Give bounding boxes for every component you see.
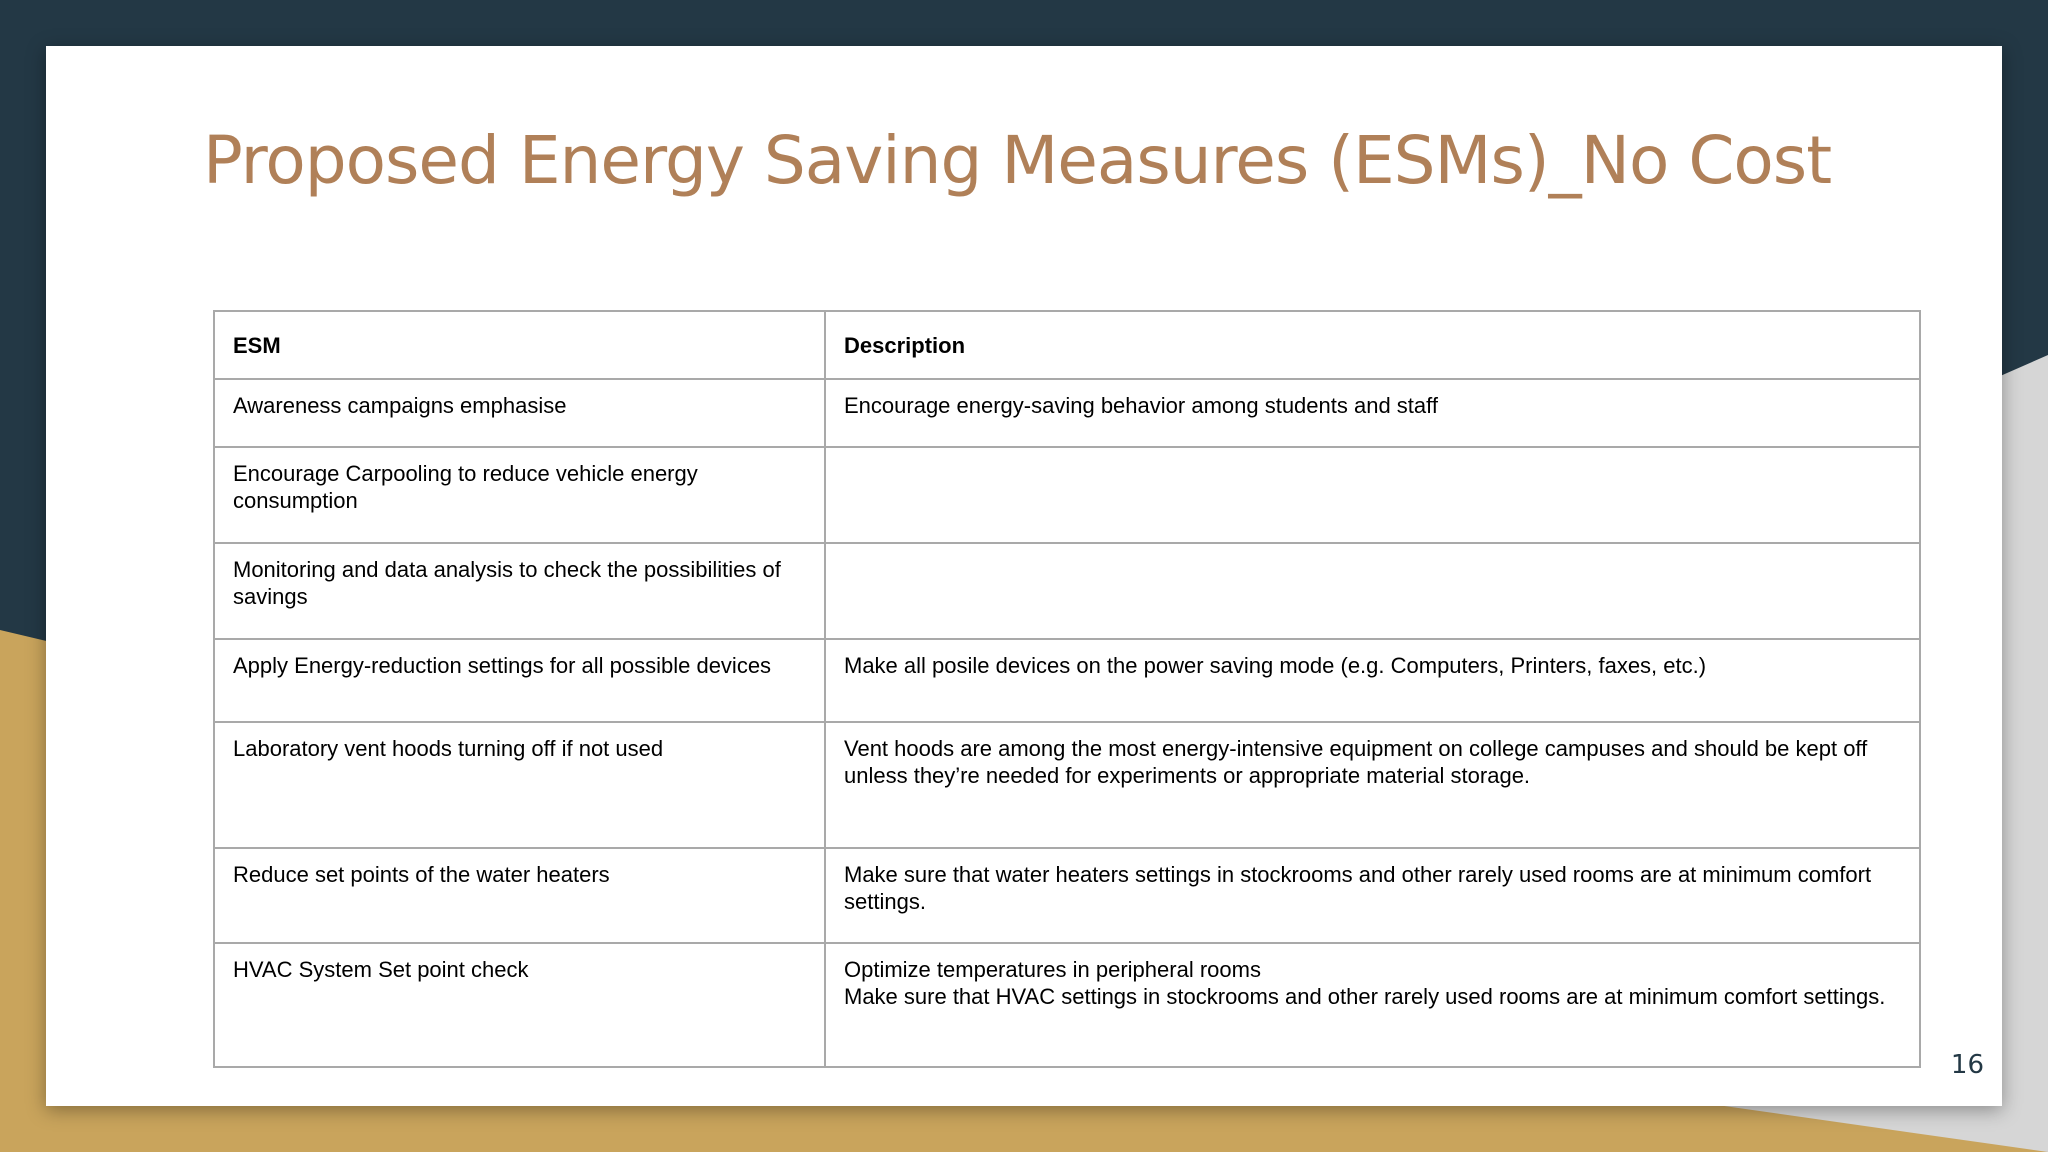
description-line: Vent hoods are among the most energy-intensive equipment on college campuses and should be kept off unless they’re needed for experiments or appropriate material storage. <box>844 736 1868 788</box>
table-row <box>214 379 1920 447</box>
esm-cell: Apply Energy-reduction settings for all possible devices <box>214 639 825 722</box>
description-cell <box>825 447 1920 543</box>
description-cell <box>825 848 1920 943</box>
slide-title: Proposed Energy Saving Measures (ESMs)_No Cost <box>203 122 1832 199</box>
esm-cell: Reduce set points of the water heaters <box>214 848 825 943</box>
table-row <box>214 943 1920 1067</box>
page-number: 16 <box>1950 1050 1984 1080</box>
description-line: Make sure that HVAC settings in stockrooms and other rarely used rooms are at minimum comfort settings. <box>844 984 1886 1009</box>
description-cell <box>825 639 1920 722</box>
header-description: Description <box>825 311 1920 379</box>
table-row <box>214 639 1920 722</box>
description-line: Optimize temperatures in peripheral rooms <box>844 957 1261 982</box>
table-row <box>214 543 1920 639</box>
esm-cell: Awareness campaigns emphasise <box>214 379 825 447</box>
description-cell <box>825 379 1920 447</box>
description-cell <box>825 543 1920 639</box>
esm-cell: HVAC System Set point check <box>214 943 825 1067</box>
description-cell <box>825 943 1920 1067</box>
esm-cell: Encourage Carpooling to reduce vehicle energy consumption <box>214 447 825 543</box>
esm-cell: Laboratory vent hoods turning off if not used <box>214 722 825 848</box>
description-line: Make sure that water heaters settings in stockrooms and other rarely used rooms are at minimum comfort settings. <box>844 862 1872 914</box>
header-esm: ESM <box>214 311 825 379</box>
description-line: Encourage energy-saving behavior among students and staff <box>844 393 1438 418</box>
esm-cell: Monitoring and data analysis to check the possibilities of savings <box>214 543 825 639</box>
table-row <box>214 722 1920 848</box>
table-header-row <box>214 311 1920 379</box>
description-line: Make all posile devices on the power saving mode (e.g. Computers, Printers, faxes, etc.) <box>844 653 1707 678</box>
table-row <box>214 848 1920 943</box>
description-cell <box>825 722 1920 848</box>
table-row <box>214 447 1920 543</box>
esm-table <box>213 310 1921 1068</box>
slide <box>46 46 2002 1106</box>
